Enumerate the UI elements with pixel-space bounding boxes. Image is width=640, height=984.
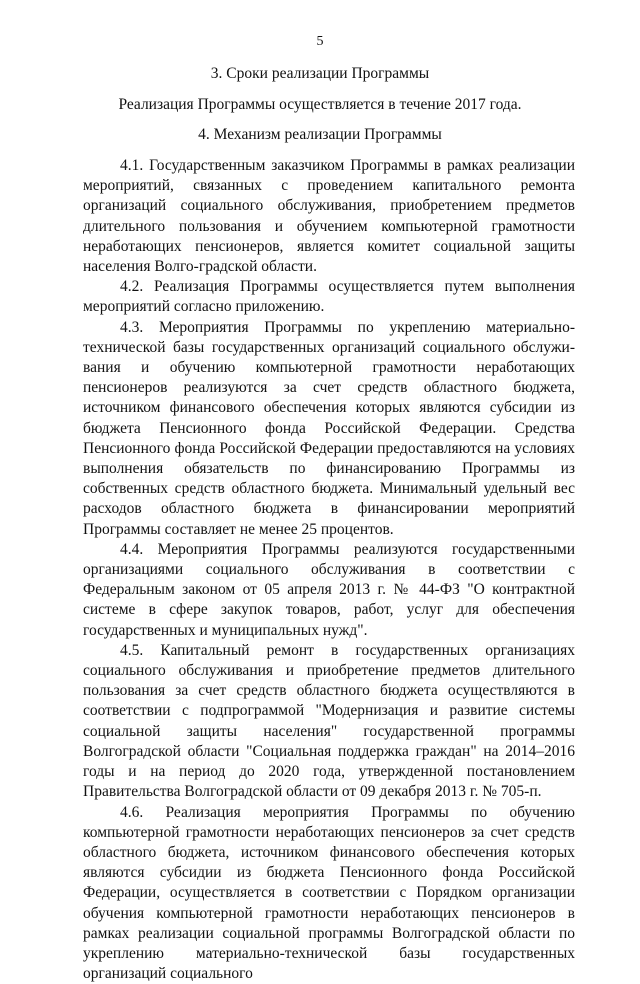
paragraph-4-5: 4.5. Капитальный ремонт в государственных организациях социального обслуживания и приобретение предметов длительного пользования за счет средств областного бюджета осуществляются в соответствии с подпрограммой "Модернизация и развитие системы социальной защиты населения" государственной программы Волгоградской области "Социальная поддержка граждан" на 2014–2016 годы и на период до 2020 года, утвержденной постановлением Правительства Волгоградской области от 09 декабря 2013 г. № 705-п. bbox=[83, 641, 575, 803]
section-3-text: Реализация Программы осуществляется в течение 2017 года. bbox=[0, 95, 640, 115]
section-4-body bbox=[83, 156, 575, 984]
section-4-heading: 4. Механизм реализации Программы bbox=[0, 125, 640, 145]
paragraph-4-4: 4.4. Мероприятия Программы реализуются государственными организациями социального обслуживания в соответствии с Федеральным законом от 05 апреля 2013 г. № 44-ФЗ "О контрактной системе в сфере закупок товаров, работ, услуг для обеспечения государственных и муниципальных нужд". bbox=[83, 540, 575, 641]
paragraph-4-2: 4.2. Реализация Программы осуществляется путем выполнения мероприятий согласно приложению. bbox=[83, 277, 575, 317]
paragraph-4-1: 4.1. Государственным заказчиком Программы в рамках реализации мероприятий, связанных с проведением капитального ремонта организаций социального обслуживания, приобретением предметов длительного пользования и обучением компьютерной грамотности неработающих пенсионеров, является комитет социальной защиты населения Волго-градской области. bbox=[83, 156, 575, 277]
paragraph-4-6: 4.6. Реализация мероприятия Программы по обучению компьютерной грамотности неработающих пенсионеров за счет средств областного бюджета, источником финансового обеспечения которых являются субсидии из бюджета Пенсионного фонда Российской Федерации, осуществляется в соответствии с Порядком организации обучения компьютерной грамотности неработающих пенсионеров в рамках реализации социальной программы Волгоградской области по укреплению материально-технической базы государственных организаций социального bbox=[83, 803, 575, 984]
section-3-heading: 3. Сроки реализации Программы bbox=[0, 64, 640, 84]
page-number: 5 bbox=[0, 34, 640, 50]
paragraph-4-3: 4.3. Мероприятия Программы по укреплению материально-технической базы государственных организаций социального обслужи-вания и обучению компьютерной грамотности неработающих пенсионеров реализуются за счет средств областного бюджета, источником финансового обеспечения которых являются субсидии из бюджета Пенсионного фонда Российской Федерации. Средства Пенсионного фонда Российской Федерации предоставляются на условиях выполнения обязательств по финансированию Программы из собственных средств областного бюджета. Минимальный удельный вес расходов областного бюджета в финансировании мероприятий Программы составляет не менее 25 процентов. bbox=[83, 318, 575, 540]
